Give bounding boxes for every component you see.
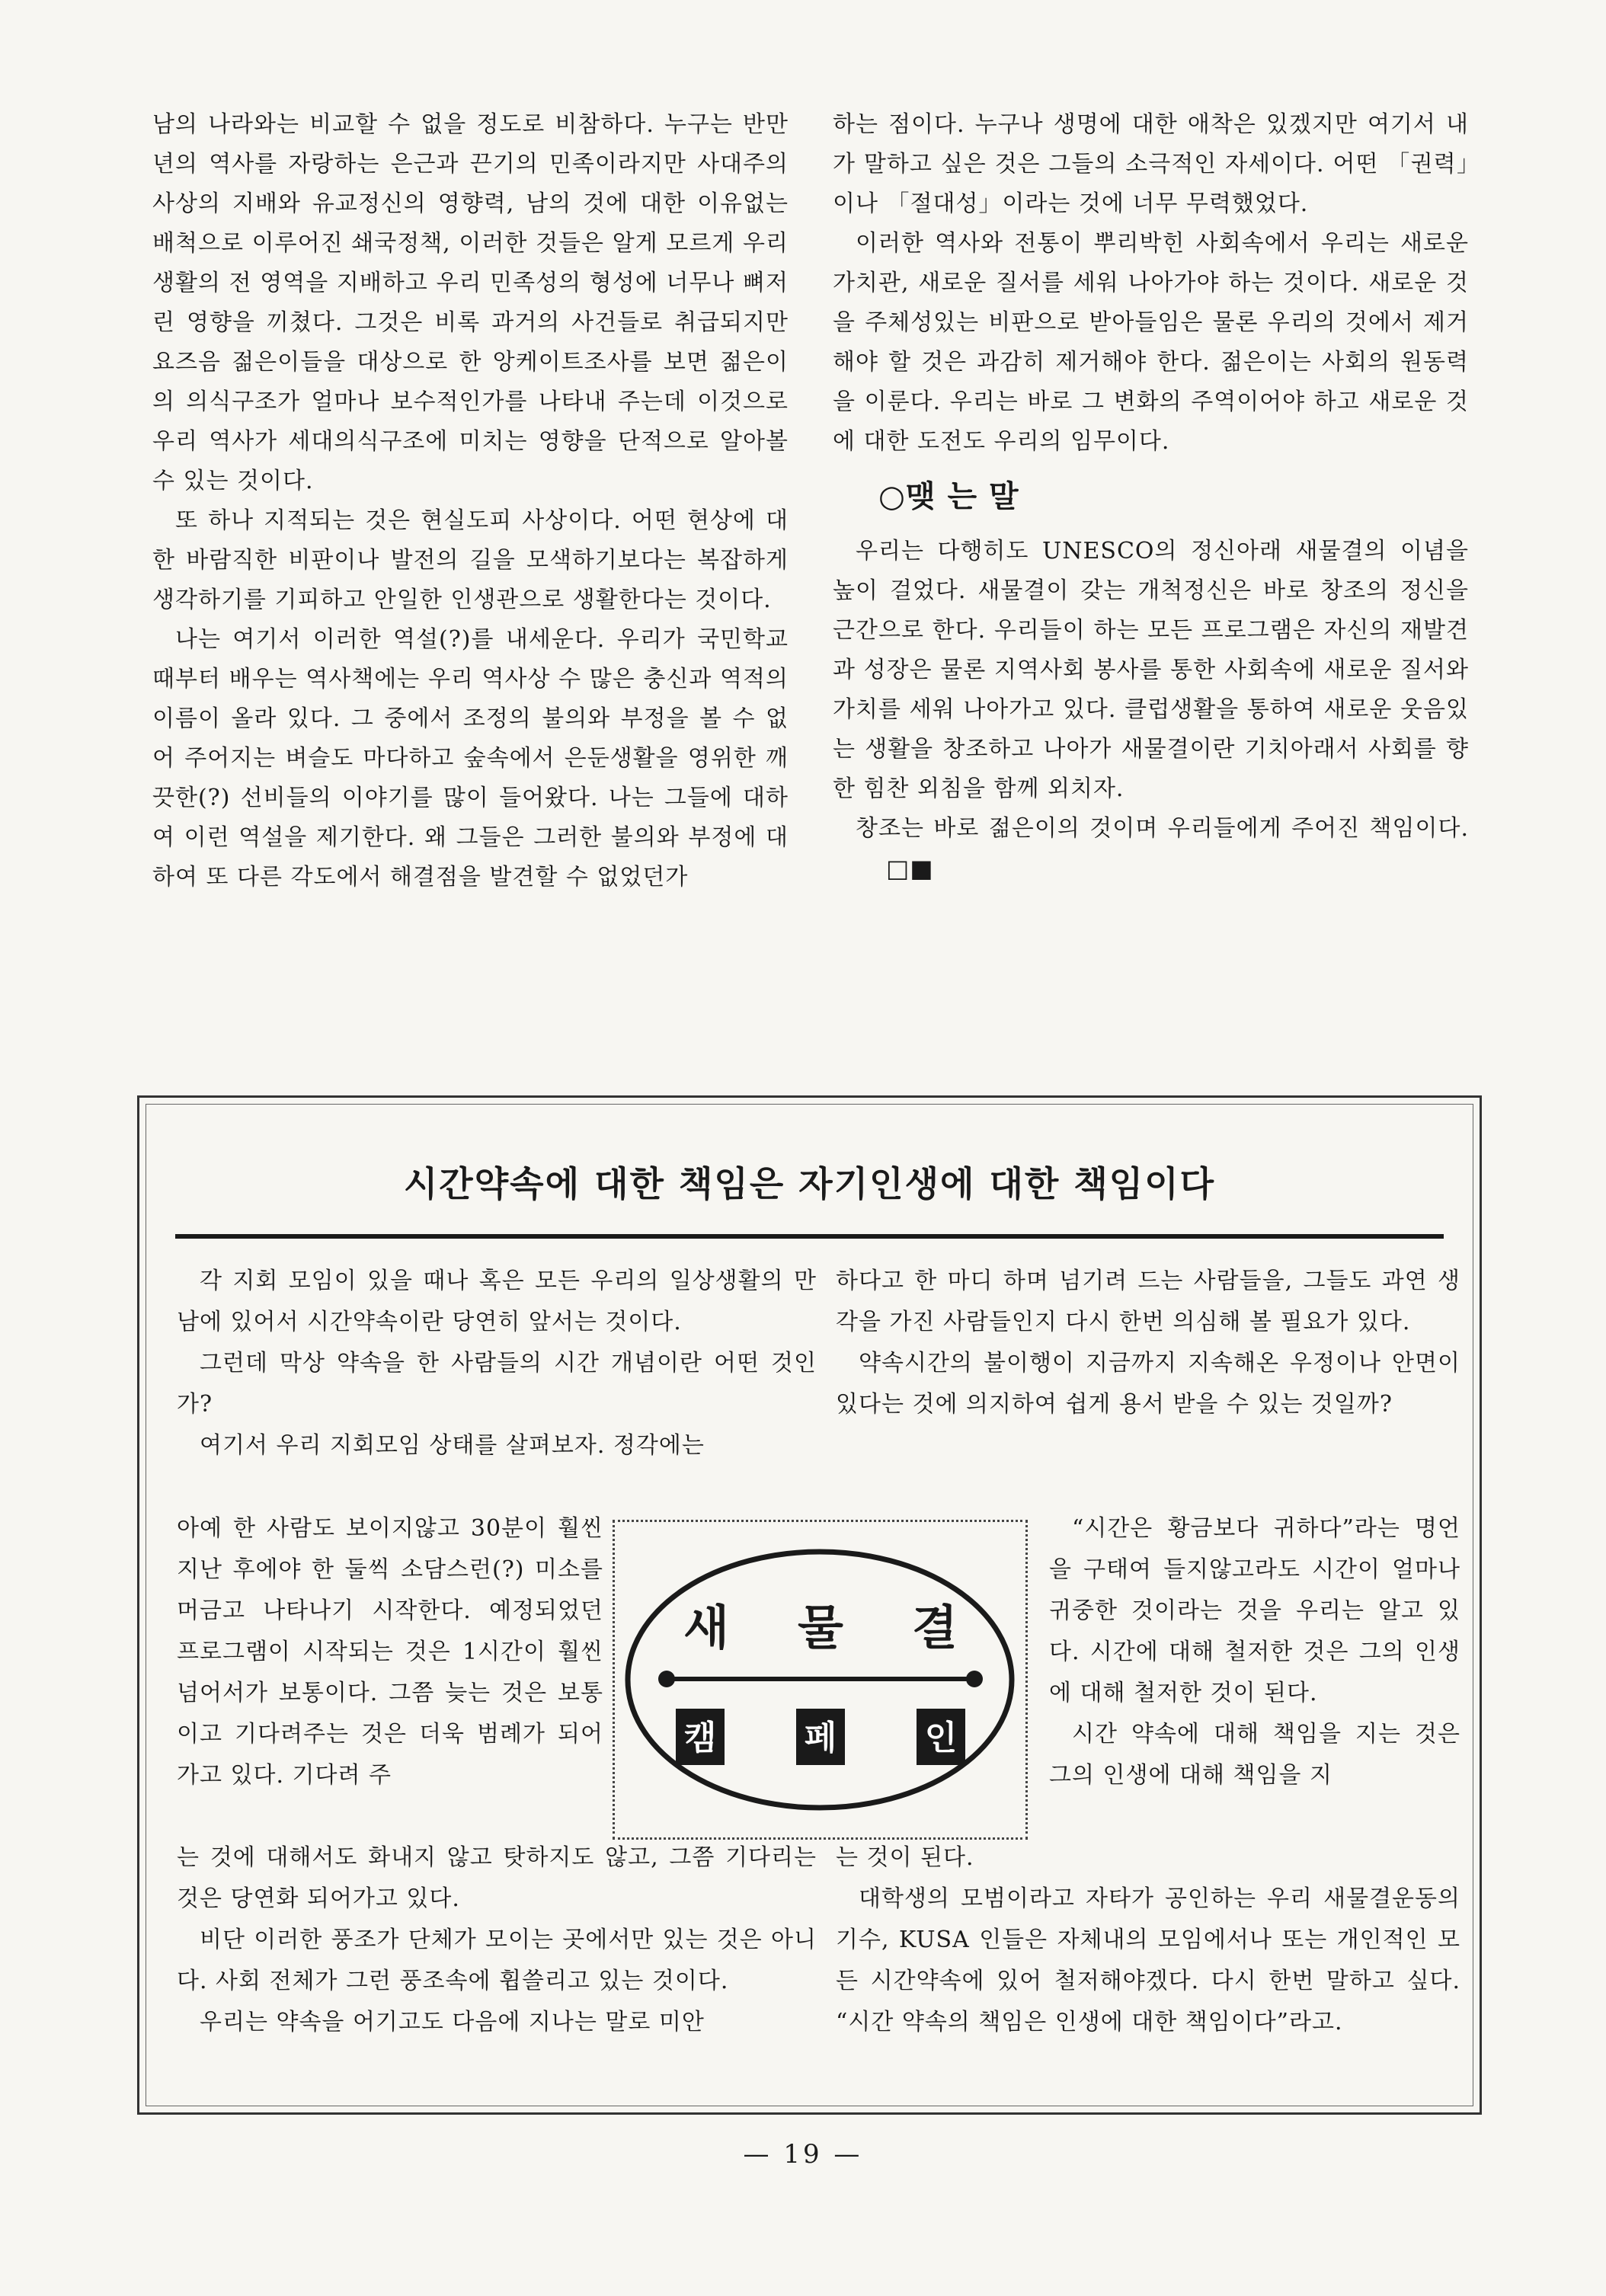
campaign-title: 시간약속에 대한 책임은 자기인생에 대한 책임이다 xyxy=(403,1163,1216,1204)
emblem-right-dot xyxy=(966,1671,983,1687)
emblem-top-char: 물 xyxy=(798,1600,843,1655)
paragraph: 약속시간의 불이행이 지금까지 지속해온 우정이나 안면이 있다는 것에 의지하여 쉽게 용서 받을 수 있는 것일까? xyxy=(836,1350,1460,1418)
campaign-box-inner-border xyxy=(146,1104,1473,2106)
paragraph: 시간 약속에 대해 책임을 지는 것은 그의 인생에 대해 책임을 지 xyxy=(1049,1721,1460,1789)
paragraph: 각 지회 모임이 있을 때나 혹은 모든 우리의 일상생활의 만남에 있어서 시간약속이란 당연히 앞서는 것이다. xyxy=(177,1268,817,1335)
emblem-left-dot xyxy=(658,1671,675,1687)
title-divider xyxy=(175,1234,1444,1239)
paragraph: “시간은 황금보다 귀하다”라는 명언을 구태여 들지않고라도 시간이 얼마나 귀중한 것이라는 것을 우리는 알고 있다. 시간에 대해 철저한 것은 그의 인생에 대해 철저한 것이 된다. xyxy=(1049,1515,1460,1706)
box-left-wrap-text: 아예 한 사람도 보이지않고 30분이 훨씬 지난 후에야 한 둘씩 소담스런(?) 미소를 머금고 나타나기 시작한다. 예정되었던 프로그램이 시작되는 것은 1시간이 훨씬 넘어서가 보통이다. 그쯤 늦는 것은 보통이고 기다려주는 것은 더욱 범례가 되어 가고 있다. 기다려 주 xyxy=(177,1515,603,1789)
page-number: — 19 — xyxy=(743,2139,863,2170)
box-right-column-wrap xyxy=(1049,1508,1460,1796)
box-left-column-wrap xyxy=(177,1508,603,1796)
paragraph: 우리는 약속을 어기고도 다음에 지나는 말로 미안 xyxy=(200,2009,705,2035)
paragraph: 는 것에 대해서도 화내지 않고 탓하지도 않고, 그쯤 기다리는 것은 당연화 되어가고 있다. xyxy=(177,1844,817,1912)
paragraph xyxy=(833,809,1469,890)
box-left-column-bottom xyxy=(177,1837,817,2043)
end-marks: □■ xyxy=(886,854,934,883)
paragraph: 대학생의 모범이라고 자타가 공인하는 우리 새물결운동의 기수, KUSA 인들은 자체내의 모임에서나 또는 개인적인 모든 시간약속에 있어 철저해야겠다. 다시 한번 말하고 싶다. “시간 약속의 책임은 인생에 대한 책임이다”라고. xyxy=(836,1885,1460,2035)
emblem-bottom-char: 페 xyxy=(804,1719,837,1757)
emblem-graphic xyxy=(615,1522,1025,1837)
article-left-column xyxy=(152,105,789,897)
paragraph: 하다고 한 마디 하며 넘기려 드는 사람들을, 그들도 과연 생각을 가진 사람들인지 다시 한번 의심해 볼 필요가 있다. xyxy=(836,1268,1460,1335)
paragraph xyxy=(833,532,1469,809)
article-right-column xyxy=(833,105,1469,890)
paragraph: 남의 나라와는 비교할 수 없을 정도로 비참하다. 누구는 반만년의 역사를 자랑하는 은근과 끈기의 민족이라지만 사대주의사상의 지배와 유교정신의 영향력, 남의 것에 대한 이유없는 배척으로 이루어진 쇄국정책, 이러한 것들은 알게 모르게 우리생활의 전 영역을 지배하고 우리 민족성의 형성에 너무나 뼈저린 영향을 끼쳤다. 그것은 비록 과거의 사건들로 취급되지만 요즈음 젊은이들을 대상으로 한 앙케이트조사를 보면 젊은이의 의식구조가 얼마나 보수적인가를 나타내 주는데 이것으로 우리 역사가 세대의식구조에 미치는 영향을 단적으로 알아볼 수 있는 것이다. xyxy=(152,111,789,494)
paragraph: 는 것이 된다. xyxy=(836,1844,974,1871)
paragraph: 비단 이러한 풍조가 단체가 모이는 곳에서만 있는 것은 아니다. 사회 전체가 그런 풍조속에 휩쓸리고 있는 것이다. xyxy=(177,1927,817,1994)
emblem-bottom-char: 인 xyxy=(924,1719,958,1757)
paragraph: 이러한 역사와 전통이 뿌리박힌 사회속에서 우리는 새로운 가치관, 새로운 질서를 세워 나아가야 하는 것이다. 새로운 것을 주체성있는 비판으로 받아들임은 물론 우리의 것에서 제거해야 할 것은 과감히 제거해야 한다. 젊은이는 사회의 원동력을 이룬다. 우리는 바로 그 변화의 주역이어야 하고 새로운 것에 대한 도전도 우리의 임무이다. xyxy=(833,230,1469,455)
paragraph-text: 우리는 다행히도 UNESCO의 정신아래 새물결의 이념을 높이 걸었다. 새물결이 갖는 개척정신은 바로 창조의 정신을 근간으로 한다. 우리들이 하는 모든 프로그램은 자신의 재발견과 성장은 물론 지역사회 봉사를 통한 사회속에 새로운 질서와 가치를 세워 나아가고 있다. 클럽생활을 통하여 새로운 웃음있는 생활을 창조하고 나아가 새물결이란 기치아래서 사회를 향한 힘찬 외침을 함께 외치자. xyxy=(833,538,1469,802)
box-right-column-top xyxy=(836,1261,1460,1425)
emblem-top-char: 새 xyxy=(683,1600,729,1655)
paragraph: 나는 여기서 이러한 역설(?)를 내세운다. 우리가 국민학교때부터 배우는 역사책에는 우리 역사상 수 많은 충신과 역적의 이름이 올라 있다. 그 중에서 조정의 불의와 부정을 볼 수 없어 주어지는 벼슬도 마다하고 숲속에서 은둔생활을 영위한 깨끗한(?) 선비들의 이야기를 많이 들어왔다. 나는 그들에 대하여 이런 역설을 제기한다. 왜 그들은 그러한 불의와 부정에 대하여 또 다른 각도에서 해결점을 발견할 수 없었던가 xyxy=(152,626,789,891)
emblem-top-char: 결 xyxy=(912,1600,958,1655)
box-left-column-top xyxy=(177,1261,817,1466)
paragraph-text: 창조는 바로 젊은이의 것이며 우리들에게 주어진 책임이다. xyxy=(856,815,1469,842)
section-heading: ○맺 는 말 xyxy=(878,479,1019,514)
paragraph: 여기서 우리 지회모임 상태를 살펴보자. 정각에는 xyxy=(200,1432,705,1459)
emblem-bottom-char: 캠 xyxy=(683,1719,717,1757)
paragraph: 그런데 막상 약속을 한 사람들의 시간 개념이란 어떤 것인가? xyxy=(177,1350,817,1418)
campaign-box xyxy=(137,1095,1482,2115)
saemulgyeol-campaign-emblem xyxy=(613,1520,1028,1840)
box-right-column-bottom xyxy=(836,1837,1460,2043)
paragraph: 하는 점이다. 누구나 생명에 대한 애착은 있겠지만 여기서 내가 말하고 싶은 것은 그들의 소극적인 자세이다. 어떤 「권력」이나 「절대성」이라는 것에 너무 무력했었다. xyxy=(833,111,1469,217)
paragraph: 또 하나 지적되는 것은 현실도피 사상이다. 어떤 현상에 대한 바람직한 비판이나 발전의 길을 모색하기보다는 복잡하게 생각하기를 기피하고 안일한 인생관으로 생활한다는 것이다. xyxy=(152,507,789,613)
